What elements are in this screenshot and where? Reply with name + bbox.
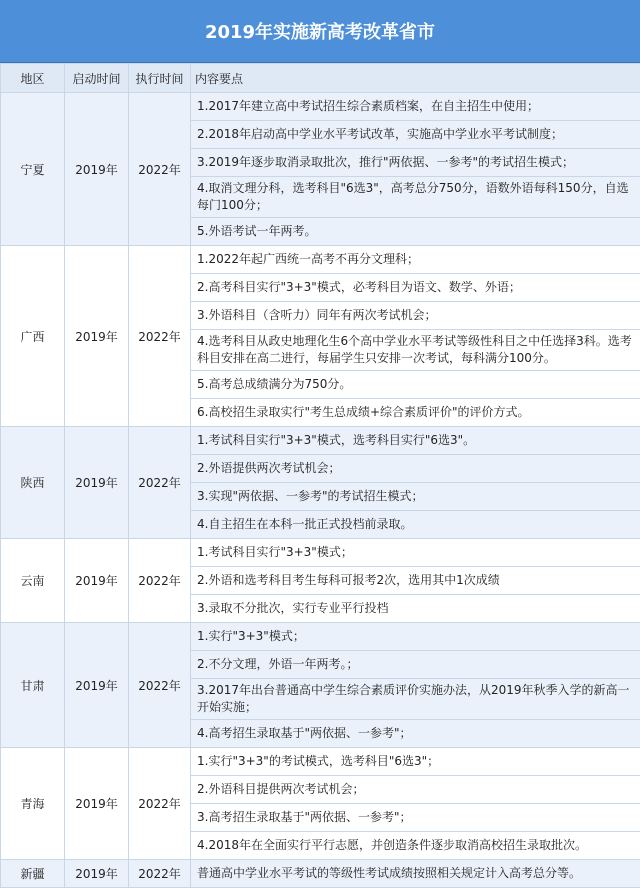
content-item: 1.考试科目实行"3+3"模式，选考科目实行"6选3"。	[191, 427, 640, 455]
content-item: 1.2017年建立高中考试招生综合素质档案，在自主招生中使用；	[191, 93, 640, 121]
content-item: 1.实行"3+3"的考试模式，选考科目"6选3"；	[191, 748, 640, 776]
region-cell: 甘肃	[1, 623, 65, 748]
content-item: 3.录取不分批次，实行专业平行投档	[191, 595, 640, 623]
region-cell: 云南	[1, 539, 65, 623]
header-row	[1, 64, 640, 93]
table-row	[1, 539, 640, 567]
table-body	[1, 93, 640, 888]
start-time-cell: 2019年	[65, 427, 129, 539]
content-item: 2.高考科目实行"3+3"模式，必考科目为语文、数学、外语；	[191, 274, 640, 302]
content-item: 3.实现"两依据、一参考"的考试招生模式；	[191, 483, 640, 511]
header-start-time: 启动时间	[65, 64, 129, 93]
header-region: 地区	[1, 64, 65, 93]
table-row	[1, 623, 640, 651]
content-item: 1.考试科目实行"3+3"模式；	[191, 539, 640, 567]
region-cell: 广西	[1, 246, 65, 427]
policy-table	[0, 63, 640, 888]
start-time-cell: 2019年	[65, 623, 129, 748]
content-item: 2.不分文理，外语一年两考。；	[191, 651, 640, 679]
content-item: 6.高校招生录取实行"考生总成绩+综合素质评价"的评价方式。	[191, 399, 640, 427]
content-item: 4.选考科目从政史地理化生6个高中学业水平考试等级性科目之中任选择3科。选考科目安排在高二进行，每届学生只安排一次考试，每科满分100分。	[191, 330, 640, 371]
content-item: 3.2019年逐步取消录取批次，推行"两依据、一参考"的考试招生模式；	[191, 149, 640, 177]
content-item: 5.高考总成绩满分为750分。	[191, 371, 640, 399]
exec-time-cell: 2022年	[129, 539, 191, 623]
start-time-cell: 2019年	[65, 748, 129, 860]
start-time-cell: 2019年	[65, 860, 129, 888]
table-row	[1, 246, 640, 274]
start-time-cell: 2019年	[65, 539, 129, 623]
region-cell: 宁夏	[1, 93, 65, 246]
content-item: 4.自主招生在本科一批正式投档前录取。	[191, 511, 640, 539]
content-item: 1.实行"3+3"模式；	[191, 623, 640, 651]
exec-time-cell: 2022年	[129, 427, 191, 539]
content-item: 4.高考招生录取基于"两依据、一参考"；	[191, 720, 640, 748]
exec-time-cell: 2022年	[129, 246, 191, 427]
content-item: 2.外语和选考科目考生每科可报考2次，选用其中1次成绩	[191, 567, 640, 595]
table-row	[1, 860, 640, 888]
header-exec-time: 执行时间	[129, 64, 191, 93]
exec-time-cell: 2022年	[129, 93, 191, 246]
table-row	[1, 748, 640, 776]
content-item: 3.高考招生录取基于"两依据、一参考"；	[191, 804, 640, 832]
exec-time-cell: 2022年	[129, 748, 191, 860]
start-time-cell: 2019年	[65, 246, 129, 427]
region-cell: 陕西	[1, 427, 65, 539]
region-cell: 青海	[1, 748, 65, 860]
content-item: 2.2018年启动高中学业水平考试改革，实施高中学业水平考试制度；	[191, 121, 640, 149]
content-item: 4.2018年在全面实行平行志愿，并创造条件逐步取消高校招生录取批次。	[191, 832, 640, 860]
content-item: 4.取消文理分科，选考科目"6选3"，高考总分750分，语数外语每科150分，自选每门100分；	[191, 177, 640, 218]
content-item: 3.外语科目（含听力）同年有两次考试机会；	[191, 302, 640, 330]
table-row	[1, 93, 640, 121]
table-title: 2019年实施新高考改革省市	[0, 0, 640, 63]
content-item: 1.2022年起广西统一高考不再分文理科；	[191, 246, 640, 274]
content-item: 5.外语考试一年两考。	[191, 218, 640, 246]
exec-time-cell: 2022年	[129, 623, 191, 748]
region-cell: 新疆	[1, 860, 65, 888]
start-time-cell: 2019年	[65, 93, 129, 246]
content-item: 2.外语提供两次考试机会；	[191, 455, 640, 483]
content-item: 普通高中学业水平考试的等级性考试成绩按照相关规定计入高考总分等。	[191, 860, 640, 888]
table-row	[1, 427, 640, 455]
exec-time-cell: 2022年	[129, 860, 191, 888]
content-item: 2.外语科目提供两次考试机会；	[191, 776, 640, 804]
content-item: 3.2017年出台普通高中学生综合素质评价实施办法，从2019年秋季入学的新高一开始实施；	[191, 679, 640, 720]
header-content: 内容要点	[191, 64, 640, 93]
